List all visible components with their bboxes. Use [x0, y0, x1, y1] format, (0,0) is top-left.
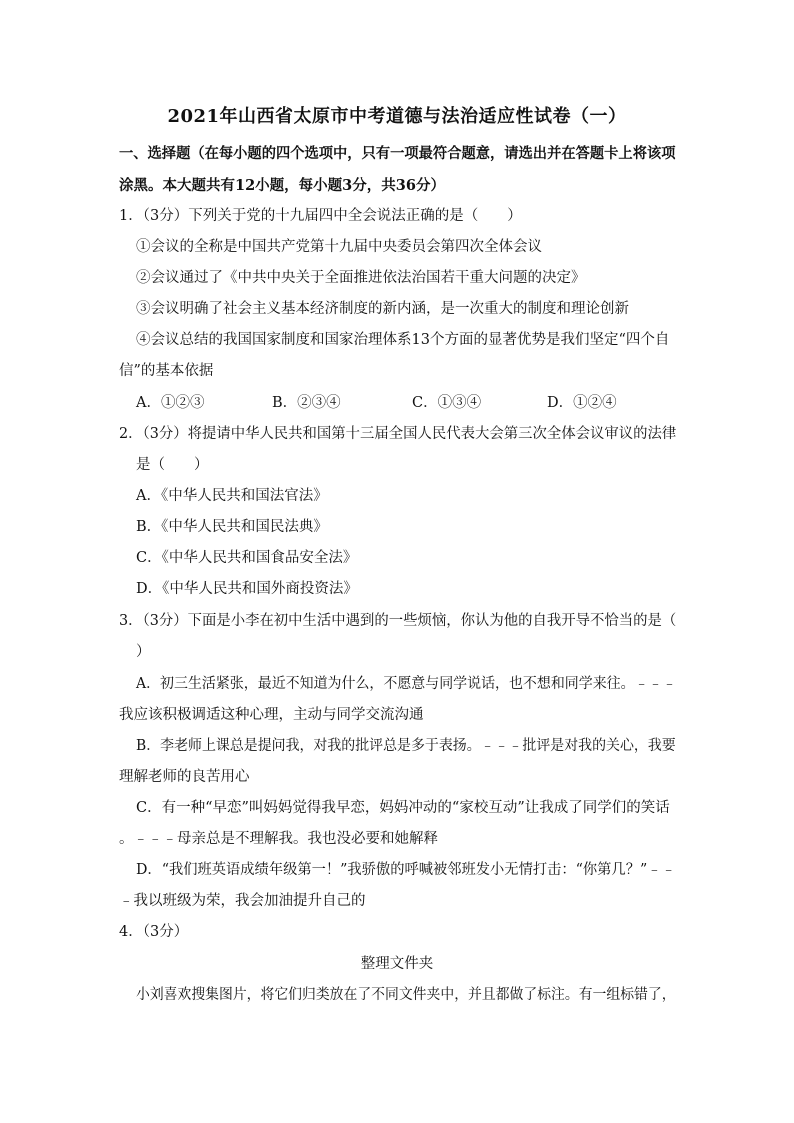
q2-option-b: B．《中华人民共和国民法典》: [136, 519, 328, 535]
q3-stem-line2: ）: [136, 644, 151, 660]
q1-statement-2: ②会议通过了《中共中央关于全面推进依法治国若干重大问题的决定》: [136, 270, 586, 286]
q3-option-b-line1: B．李老师上课总是提问我，对我的批评总是多于表扬。﹣﹣﹣批评是对我的关心，我要: [136, 738, 676, 754]
q3-option-b-line2: 理解老师的良苦用心: [119, 769, 250, 785]
section-heading-line2: 涂黑。本大题共有12小题，每小题3分，共36分）: [119, 177, 445, 194]
page-title: 2021年山西省太原市中考道德与法治适应性试卷（一）: [167, 106, 627, 127]
q3-option-c-line2: 。﹣﹣﹣母亲总是不理解我。我也没必要和她解释: [119, 831, 438, 847]
section-heading-line1: 一、选择题（在每小题的四个选项中，只有一项最符合题意，请选出并在答题卡上将该项: [119, 145, 676, 162]
q1-stem: 1．（3分）下列关于党的十九届四中全会说法正确的是（ ）: [119, 208, 522, 224]
q1-option-c: C．①③④: [412, 395, 482, 411]
q4-heading: 整理文件夹: [360, 956, 434, 972]
q3-stem-line1: 3．（3分）下面是小李在初中生活中遇到的一些烦恼，你认为他的自我开导不恰当的是（: [119, 613, 677, 629]
q1-option-a: A．①②③: [136, 395, 205, 411]
q4-paragraph: 小刘喜欢搜集图片，将它们归类放在了不同文件夹中，并且都做了标注。有一组标错了，: [136, 987, 676, 1003]
q2-stem-line1: 2．（3分）将提请中华人民共和国第十三届全国人民代表大会第三次全体会议审议的法律: [119, 426, 677, 442]
q1-statement-4a: ④会议总结的我国国家制度和国家治理体系13个方面的显著优势是我们坚定“四个自: [136, 332, 670, 348]
q2-option-d: D．《中华人民共和国外商投资法》: [136, 581, 358, 597]
q3-option-c-line1: C．有一种“早恋”叫妈妈觉得我早恋，妈妈冲动的“家校互动”让我成了同学们的笑话: [136, 800, 670, 816]
q1-statement-1: ①会议的全称是中国共产党第十九届中央委员会第四次全体会议: [136, 239, 542, 255]
q3-option-d-line1: D．“我们班英语成绩年级第一！”我骄傲的呼喊被邻班发小无情打击：“你第几？”﹣﹣: [136, 862, 676, 878]
q1-option-b: B．②③④: [272, 395, 341, 411]
q1-statement-4b: 信”的基本依据: [119, 363, 214, 379]
q3-option-a-line2: 我应该积极调适这种心理，主动与同学交流沟通: [119, 707, 424, 723]
q4-stem: 4．（3分）: [119, 924, 189, 940]
q3-option-a-line1: A．初三生活紧张，最近不知道为什么，不愿意与同学说话，也不想和同学来往。﹣﹣﹣: [136, 676, 677, 692]
q2-option-a: A．《中华人民共和国法官法》: [136, 488, 328, 504]
q3-option-d-line2: ﹣我以班级为荣，我会加油提升自己的: [119, 893, 366, 909]
q2-option-c: C．《中华人民共和国食品安全法》: [136, 550, 358, 566]
q1-option-d: D．①②④: [547, 395, 617, 411]
q2-stem-line2: 是（ ）: [136, 457, 209, 473]
q1-statement-3: ③会议明确了社会主义基本经济制度的新内涵，是一次重大的制度和理论创新: [136, 301, 629, 317]
